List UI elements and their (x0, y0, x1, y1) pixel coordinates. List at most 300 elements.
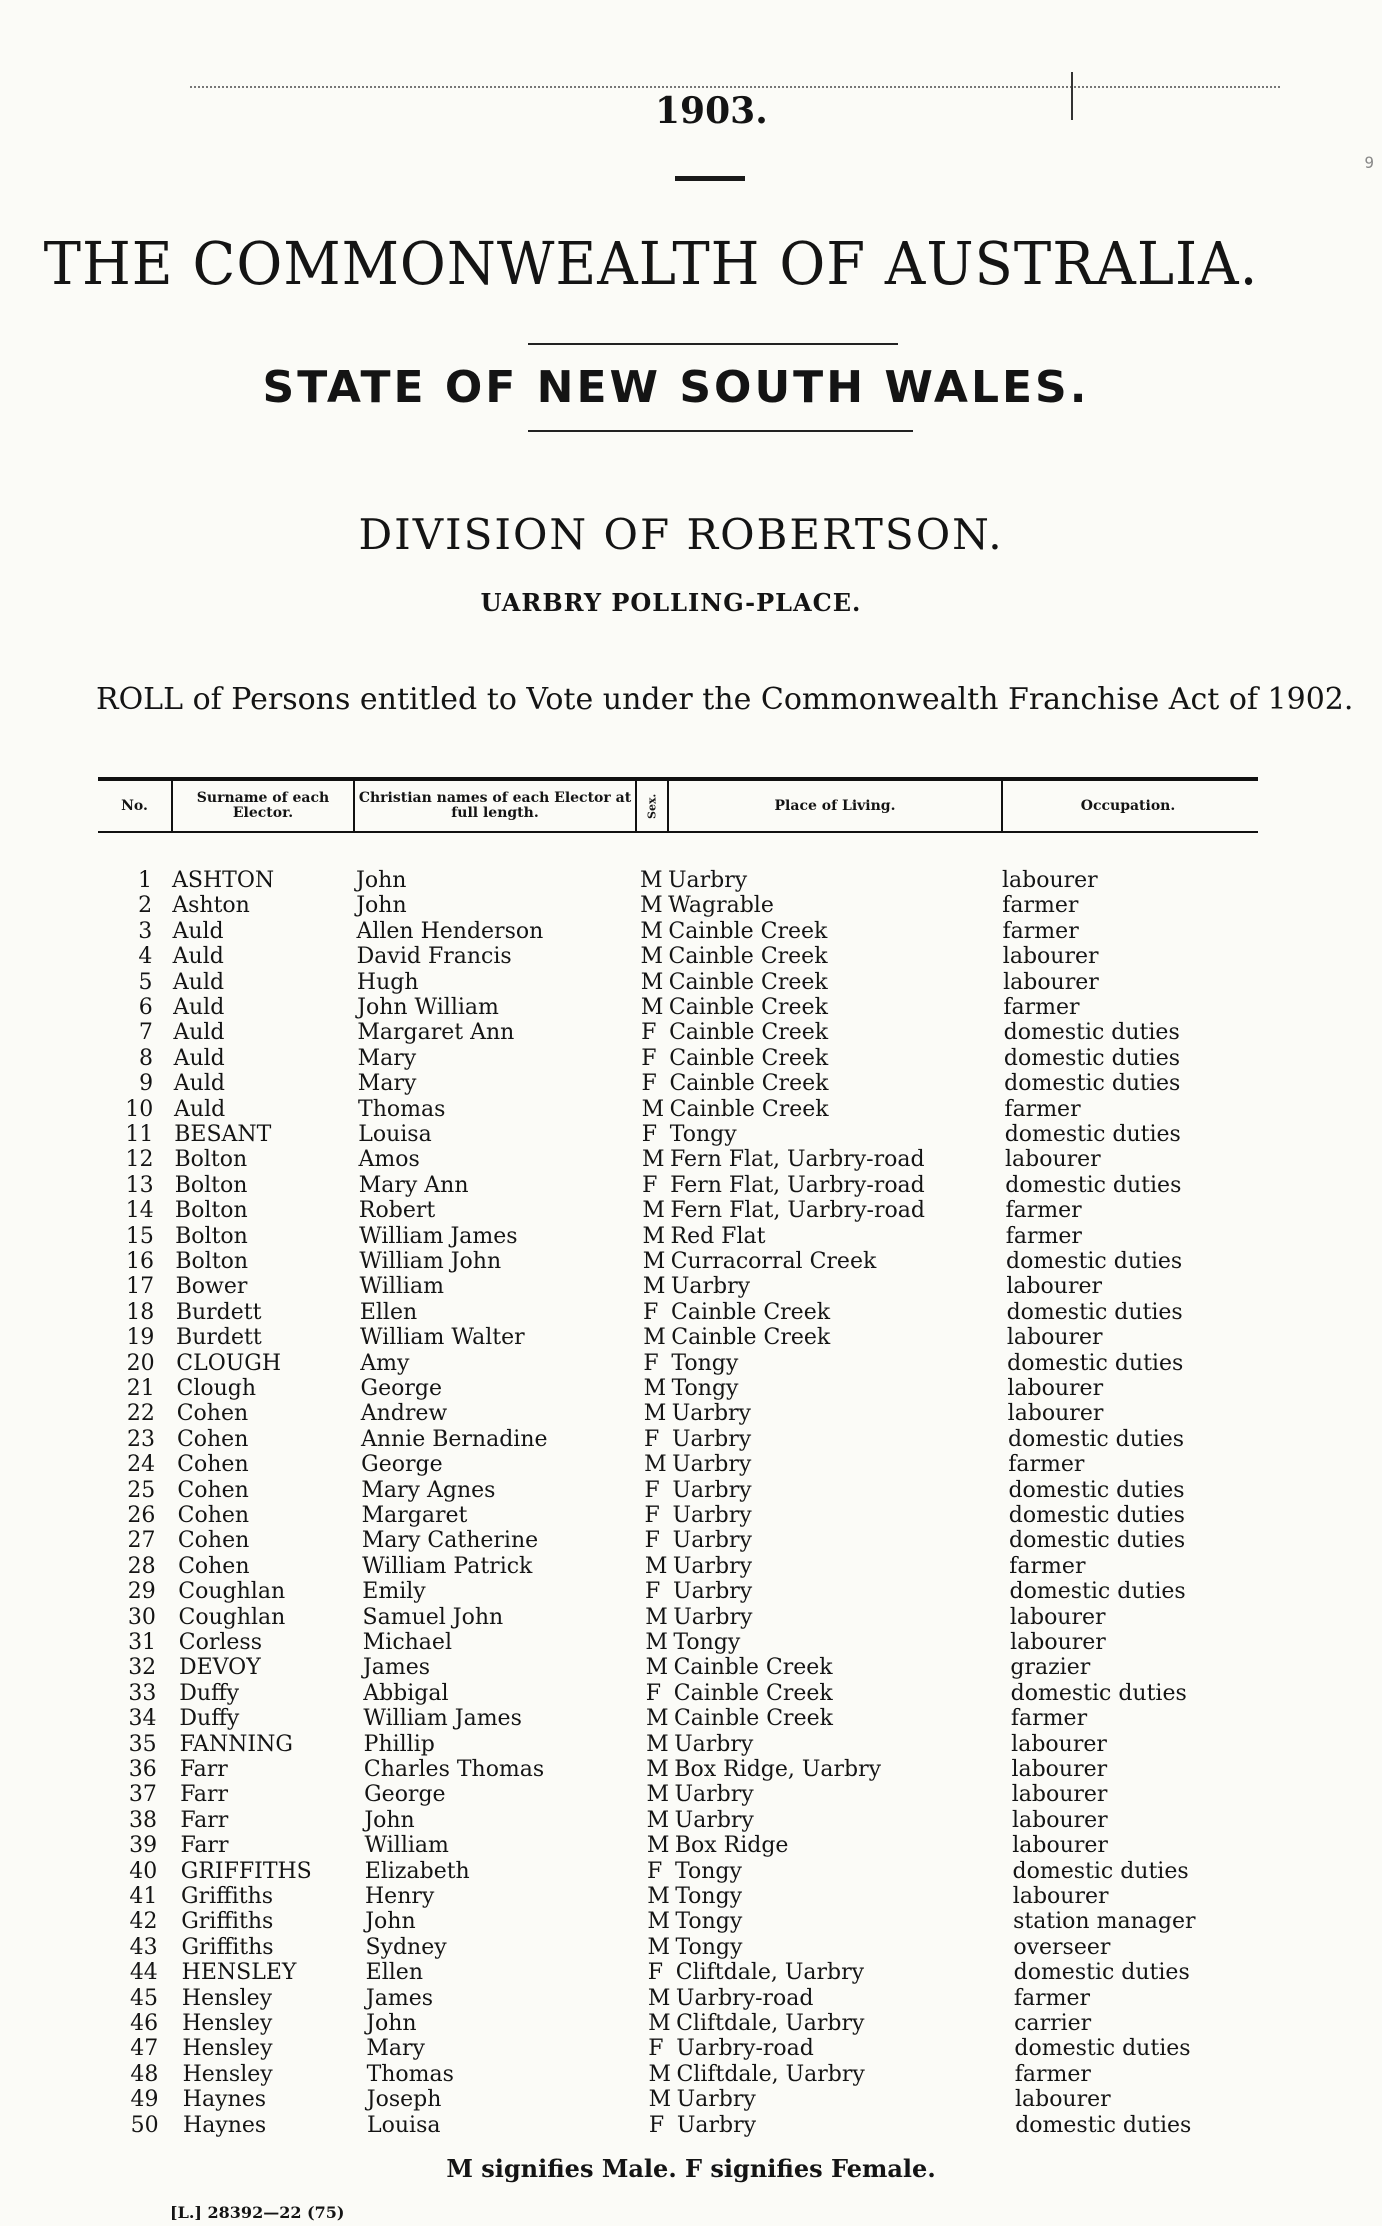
table-row (0, 2087, 1382, 2113)
row-number: 6 (138, 995, 153, 1020)
occupation-cell: farmer (1010, 1706, 1088, 1732)
place-of-living-cell: Fern Flat, Uarbry-road (670, 1172, 925, 1198)
table-row (0, 1452, 1382, 1478)
christian-names-cell: Mary Catherine (361, 1528, 539, 1554)
table-row (0, 1732, 1382, 1758)
christian-names-cell: Annie Bernadine (360, 1426, 548, 1452)
surname-cell: Burdett (176, 1325, 262, 1351)
row-number: 2 (138, 893, 153, 919)
place-of-living-cell: Box Ridge, Uarbry (674, 1757, 882, 1782)
place-of-living-cell: Uarbry (672, 1477, 752, 1503)
surname-cell: Hensley (182, 2061, 273, 2087)
table-row (0, 1325, 1382, 1351)
sex-cell: M (640, 893, 663, 919)
surname-cell: Farr (179, 1757, 228, 1782)
christian-names-cell: Mary Agnes (361, 1477, 496, 1503)
header-occupation: Occupation. (1080, 797, 1176, 814)
surname-cell: Griffiths (181, 1909, 274, 1935)
occupation-cell: domestic duties (1009, 1579, 1186, 1605)
table-row (0, 1554, 1382, 1580)
table-row (0, 1706, 1382, 1732)
occupation-cell: labourer (1011, 1807, 1108, 1833)
occupation-cell: overseer (1013, 1934, 1111, 1960)
place-of-living-cell: Cainble Creek (668, 969, 828, 995)
sex-cell: M (641, 1096, 665, 1122)
row-number: 33 (128, 1680, 157, 1706)
surname-cell: Bower (175, 1274, 248, 1300)
sex-cell: M (646, 1833, 670, 1859)
row-number: 22 (126, 1401, 155, 1427)
sex-cell: M (641, 1147, 665, 1173)
occupation-cell: labourer (1011, 1757, 1108, 1782)
christian-names-cell: Samuel John (362, 1604, 504, 1630)
place-of-living-cell: Uarbry (672, 1503, 752, 1528)
christian-names-cell: Charles Thomas (363, 1757, 545, 1782)
table-row (0, 1274, 1382, 1300)
place-of-living-cell: Cliftdale, Uarbry (676, 2011, 865, 2036)
occupation-cell: grazier (1010, 1655, 1091, 1681)
surname-cell: BESANT (174, 1122, 272, 1147)
christian-names-cell: Abbigal (363, 1680, 449, 1706)
sex-cell: M (642, 1274, 666, 1300)
occupation-cell: labourer (1011, 1731, 1107, 1757)
sex-cell: F (648, 2036, 664, 2062)
table-row (0, 1020, 1382, 1046)
sex-cell: M (643, 1376, 667, 1401)
occupation-cell: domestic duties (1005, 1172, 1182, 1198)
row-number: 14 (125, 1198, 154, 1224)
surname-cell: Cohen (178, 1553, 250, 1579)
surname-cell: Duffy (179, 1680, 240, 1706)
row-number: 39 (129, 1833, 158, 1859)
sex-cell: F (641, 1071, 657, 1097)
rule-below-state (528, 430, 913, 432)
occupation-cell: labourer (1006, 1274, 1103, 1300)
margin-note: 9 (1364, 153, 1374, 172)
sex-cell: M (646, 1807, 670, 1833)
table-row (0, 1071, 1382, 1097)
row-number: 48 (130, 2061, 159, 2087)
sex-cell: F (643, 1426, 660, 1452)
table-row (0, 1503, 1382, 1529)
occupation-cell: domestic duties (1006, 1249, 1183, 1274)
surname-cell: GRIFFITHS (180, 1858, 312, 1884)
sex-cell: F (648, 2112, 665, 2138)
table-row (0, 1757, 1382, 1783)
occupation-cell: domestic duties (1014, 2036, 1191, 2062)
christian-names-cell: Joseph (366, 2087, 442, 2113)
occupation-cell: domestic duties (1003, 1045, 1181, 1071)
occupation-cell: labourer (1006, 1325, 1103, 1351)
christian-names-cell: Amos (358, 1147, 420, 1173)
place-of-living-cell: Uarbry (672, 1452, 752, 1478)
occupation-cell: labourer (1004, 1147, 1101, 1173)
sex-cell: M (646, 1731, 669, 1757)
christian-names-cell: Ellen (359, 1299, 418, 1325)
table-row (0, 1198, 1382, 1224)
sex-cell: M (645, 1604, 668, 1630)
surname-cell: HENSLEY (181, 1960, 297, 1986)
surname-cell: Bolton (175, 1223, 248, 1249)
surname-cell: Auld (172, 969, 225, 995)
surname-cell: Auld (173, 1071, 225, 1097)
occupation-cell: domestic duties (1007, 1426, 1185, 1452)
place-of-living-cell: Uarbry (674, 1782, 754, 1808)
row-number: 30 (127, 1604, 156, 1630)
place-of-living-cell: Cainble Creek (673, 1655, 833, 1681)
occupation-cell: domestic duties (1010, 1680, 1187, 1706)
surname-cell: Hensley (182, 2036, 273, 2062)
table-row (0, 995, 1382, 1021)
table-row (0, 2011, 1382, 2037)
sex-cell: M (645, 1630, 668, 1655)
sex-cell: M (645, 1655, 669, 1681)
row-number: 42 (129, 1909, 158, 1935)
row-number: 40 (129, 1858, 158, 1884)
surname-cell: Clough (176, 1376, 257, 1401)
table-row (0, 1300, 1382, 1326)
surname-cell: Bolton (174, 1147, 248, 1173)
christian-names-cell: William John (359, 1249, 502, 1274)
row-number: 26 (127, 1503, 156, 1528)
polling-place-title: UARBRY POLLING-PLACE. (480, 588, 862, 617)
place-of-living-cell: Uarbry (668, 868, 748, 893)
table-header (98, 777, 1258, 833)
state-title: STATE OF NEW SOUTH WALES. (262, 362, 1090, 413)
place-of-living-cell: Fern Flat, Uarbry-road (670, 1198, 925, 1224)
christian-names-cell: George (360, 1376, 442, 1401)
surname-cell: Farr (180, 1833, 229, 1859)
sex-cell: M (648, 2011, 671, 2036)
sex-cell: M (644, 1553, 668, 1579)
table-row (0, 1427, 1382, 1453)
sex-cell: M (646, 1782, 669, 1808)
surname-cell: Cohen (176, 1426, 249, 1452)
christian-names-cell: Sydney (365, 1934, 447, 1960)
top-vertical-rule (1071, 72, 1073, 120)
row-number: 35 (128, 1731, 157, 1757)
surname-cell: Cohen (177, 1503, 250, 1528)
surname-cell: Griffiths (181, 1934, 274, 1960)
table-row (0, 1376, 1382, 1402)
row-number: 17 (126, 1274, 155, 1300)
surname-cell: Auld (173, 1045, 225, 1071)
table-row (0, 1859, 1382, 1885)
table-row (0, 1808, 1382, 1834)
table-row (0, 944, 1382, 970)
place-of-living-cell: Cainble Creek (669, 1020, 829, 1046)
surname-cell: Auld (173, 1020, 225, 1046)
christian-names-cell: Phillip (363, 1731, 435, 1757)
sex-cell: F (645, 1579, 661, 1605)
christian-names-cell: James (365, 1985, 433, 2011)
row-number: 1 (138, 868, 152, 893)
sex-cell: F (647, 1960, 663, 1986)
header-no: No. (121, 797, 148, 814)
sex-cell: M (647, 1884, 670, 1909)
top-dotted-rule (190, 86, 1280, 88)
occupation-cell: domestic duties (1012, 1858, 1189, 1884)
occupation-cell: farmer (1003, 995, 1080, 1020)
sex-cell: F (642, 1172, 658, 1198)
place-of-living-cell: Cliftdale, Uarbry (675, 1960, 865, 1986)
row-number: 25 (127, 1477, 156, 1503)
christian-names-cell: Amy (360, 1350, 410, 1376)
sex-cell: M (646, 1757, 669, 1782)
table-row (0, 1097, 1382, 1123)
row-number: 46 (130, 2011, 159, 2036)
row-number: 20 (126, 1350, 155, 1376)
table-row (0, 868, 1382, 894)
surname-cell: Auld (173, 995, 225, 1020)
margin-notes (1304, 150, 1374, 175)
surname-cell: Hensley (182, 2011, 273, 2036)
surname-cell: Coughlan (178, 1604, 286, 1630)
sex-cell: M (642, 1223, 666, 1249)
place-of-living-cell: Cainble Creek (673, 1706, 833, 1732)
christian-names-cell: John (364, 1807, 415, 1833)
row-number: 32 (128, 1655, 157, 1681)
place-of-living-cell: Cainble Creek (673, 1680, 833, 1706)
place-of-living-cell: Uarbry-road (676, 2036, 814, 2062)
row-number: 23 (126, 1426, 155, 1452)
row-number: 38 (129, 1807, 157, 1833)
place-of-living-cell: Box Ridge (674, 1833, 789, 1859)
table-row (0, 1579, 1382, 1605)
christian-names-cell: John (356, 868, 407, 893)
occupation-cell: farmer (1005, 1198, 1082, 1224)
place-of-living-cell: Cliftdale, Uarbry (676, 2061, 865, 2087)
christian-names-cell: John (365, 1909, 416, 1935)
occupation-cell: labourer (1002, 868, 1098, 893)
table-row (0, 1173, 1382, 1199)
place-of-living-cell: Tongy (675, 1934, 743, 1960)
surname-cell: Coughlan (178, 1579, 286, 1605)
place-of-living-cell: Tongy (669, 1122, 737, 1147)
place-of-living-cell: Uarbry (671, 1426, 752, 1452)
occupation-cell: domestic duties (1004, 1122, 1181, 1147)
surname-cell: Burdett (175, 1299, 262, 1325)
sex-cell: M (640, 944, 664, 970)
sex-cell: M (643, 1401, 667, 1427)
occupation-cell: domestic duties (1008, 1503, 1185, 1528)
surname-cell: Bolton (174, 1172, 248, 1198)
surname-cell: Ashton (172, 893, 250, 919)
row-number: 47 (130, 2036, 159, 2062)
sex-cell: F (641, 1020, 657, 1046)
christian-names-cell: Elizabeth (364, 1858, 470, 1884)
surname-cell: CLOUGH (176, 1350, 282, 1376)
christian-names-cell: William (364, 1833, 449, 1859)
occupation-cell: farmer (1009, 1553, 1086, 1579)
place-of-living-cell: Tongy (671, 1376, 739, 1401)
occupation-cell: domestic duties (1009, 1528, 1186, 1554)
christian-names-cell: William Walter (360, 1325, 525, 1351)
table-row (0, 2062, 1382, 2088)
surname-cell: Cohen (176, 1401, 249, 1427)
christian-names-cell: John William (357, 995, 499, 1020)
table-row (0, 1224, 1382, 1250)
surname-cell: DEVOY (178, 1655, 261, 1681)
surname-cell: Cohen (177, 1452, 249, 1478)
occupation-cell: labourer (1007, 1401, 1104, 1427)
place-of-living-cell: Uarbry (674, 1731, 754, 1757)
place-of-living-cell: Cainble Creek (668, 995, 828, 1020)
christian-names-cell: Robert (358, 1198, 436, 1224)
occupation-cell: farmer (1002, 893, 1079, 919)
christian-names-cell: Louisa (367, 2112, 441, 2138)
occupation-cell: labourer (1012, 1884, 1109, 1909)
christian-names-cell: Thomas (366, 2061, 454, 2087)
christian-names-cell: Allen Henderson (356, 918, 544, 944)
place-of-living-cell: Cainble Creek (668, 918, 828, 944)
sex-cell: F (644, 1528, 660, 1554)
header-surname: Surname of each Elector. (196, 790, 330, 821)
sex-cell: M (647, 1934, 671, 1960)
sex-cell: F (647, 1858, 663, 1884)
row-number: 19 (126, 1325, 155, 1351)
occupation-cell: carrier (1014, 2011, 1092, 2036)
place-of-living-cell: Uarbry (670, 1274, 751, 1300)
occupation-cell: labourer (1007, 1376, 1104, 1401)
table-row (0, 1046, 1382, 1072)
sex-cell: M (647, 1909, 670, 1935)
table-row (0, 1833, 1382, 1859)
year-heading: 1903. (655, 90, 768, 132)
place-of-living-cell: Uarbry (676, 2087, 756, 2113)
place-of-living-cell: Cainble Creek (669, 1071, 829, 1097)
table-row (0, 893, 1382, 919)
table-row (0, 1782, 1382, 1808)
table-row (0, 970, 1382, 996)
occupation-cell: farmer (1005, 1223, 1082, 1249)
place-of-living-cell: Tongy (671, 1350, 739, 1376)
christian-names-cell: John (366, 2011, 417, 2036)
row-number: 8 (138, 1045, 153, 1071)
occupation-cell: domestic duties (1008, 1477, 1185, 1503)
surname-cell: Auld (174, 1096, 226, 1122)
row-number: 28 (127, 1553, 156, 1579)
occupation-cell: labourer (1012, 1833, 1108, 1859)
sex-cell: M (640, 868, 663, 893)
occupation-cell: labourer (1011, 1782, 1108, 1808)
row-number: 7 (138, 1020, 153, 1046)
surname-cell: FANNING (179, 1731, 293, 1757)
sex-cell: F (644, 1503, 660, 1528)
christian-names-cell: William (359, 1274, 444, 1300)
row-number: 3 (138, 918, 153, 944)
commonwealth-title: THE COMMONWEALTH OF AUSTRALIA. (43, 230, 1259, 299)
table-row (0, 2036, 1382, 2062)
christian-names-cell: Hugh (356, 969, 419, 995)
row-number: 50 (130, 2112, 159, 2138)
surname-cell: Corless (178, 1630, 262, 1655)
place-of-living-cell: Tongy (673, 1630, 741, 1655)
row-number: 27 (127, 1528, 156, 1554)
occupation-cell: farmer (1013, 1985, 1091, 2011)
surname-cell: ASHTON (172, 868, 275, 893)
header-place-of-living: Place of Living. (774, 797, 896, 814)
christian-names-cell: James (362, 1655, 431, 1681)
table-row (0, 1605, 1382, 1631)
row-number: 18 (126, 1299, 155, 1325)
table-row (0, 1249, 1382, 1275)
surname-cell: Bolton (175, 1249, 249, 1274)
sex-cell: M (640, 918, 663, 944)
table-row (0, 919, 1382, 945)
row-number: 29 (127, 1579, 156, 1605)
sex-cell: M (648, 2061, 671, 2087)
row-number: 24 (127, 1452, 156, 1478)
header-christian-names: Christian names of each Elector at full length. (358, 790, 632, 821)
table-row (0, 1935, 1382, 1961)
sex-cell: M (640, 969, 664, 995)
place-of-living-cell: Uarbry (673, 1604, 753, 1630)
table-row (0, 2113, 1382, 2139)
sex-cell: M (640, 995, 664, 1020)
christian-names-cell: George (361, 1452, 443, 1478)
sex-cell: M (648, 2087, 672, 2113)
place-of-living-cell: Cainble Creek (669, 1045, 829, 1071)
occupation-cell: domestic duties (1004, 1071, 1181, 1097)
surname-cell: Auld (172, 944, 224, 970)
place-of-living-cell: Uarbry (674, 1807, 754, 1833)
place-of-living-cell: Uarbry (672, 1528, 752, 1554)
sex-cell: M (645, 1706, 669, 1732)
row-number: 49 (130, 2087, 159, 2113)
place-of-living-cell: Cainble Creek (671, 1325, 831, 1351)
occupation-cell: domestic duties (1003, 1020, 1180, 1046)
row-number: 37 (128, 1782, 157, 1808)
sex-cell: M (643, 1325, 666, 1351)
place-of-living-cell: Uarbry (673, 1579, 753, 1605)
table-row (0, 1909, 1382, 1935)
christian-names-cell: Thomas (358, 1096, 446, 1122)
christian-names-cell: William James (363, 1706, 522, 1732)
sex-cell: M (642, 1198, 665, 1224)
sex-cell: M (644, 1452, 667, 1478)
place-of-living-cell: Tongy (675, 1884, 743, 1909)
sex-cell: M (647, 1985, 671, 2011)
rule-above-state (528, 343, 898, 345)
occupation-cell: farmer (1014, 2061, 1091, 2087)
place-of-living-cell: Cainble Creek (669, 1096, 829, 1122)
place-of-living-cell: Uarbry (676, 2112, 757, 2138)
row-number: 5 (138, 969, 153, 995)
row-number: 10 (125, 1096, 154, 1122)
surname-cell: Farr (180, 1782, 229, 1808)
row-number: 36 (128, 1757, 157, 1782)
surname-cell: Haynes (182, 2087, 267, 2113)
christian-names-cell: Emily (362, 1579, 426, 1605)
occupation-cell: labourer (1009, 1604, 1106, 1630)
table-row (0, 1884, 1382, 1910)
sex-cell: F (644, 1477, 660, 1503)
row-number: 13 (125, 1172, 154, 1198)
christian-names-cell: Margaret (361, 1503, 468, 1528)
row-number: 16 (126, 1249, 155, 1274)
table-row (0, 1986, 1382, 2012)
row-number: 4 (138, 944, 153, 970)
table-row (0, 1351, 1382, 1377)
surname-cell: Duffy (179, 1706, 240, 1732)
occupation-cell: domestic duties (1007, 1350, 1184, 1376)
christian-names-cell: Margaret Ann (357, 1020, 515, 1046)
christian-names-cell: Michael (362, 1630, 452, 1655)
sex-cell: F (643, 1350, 659, 1376)
table-row (0, 1681, 1382, 1707)
division-title: DIVISION OF ROBERTSON. (358, 510, 1004, 559)
